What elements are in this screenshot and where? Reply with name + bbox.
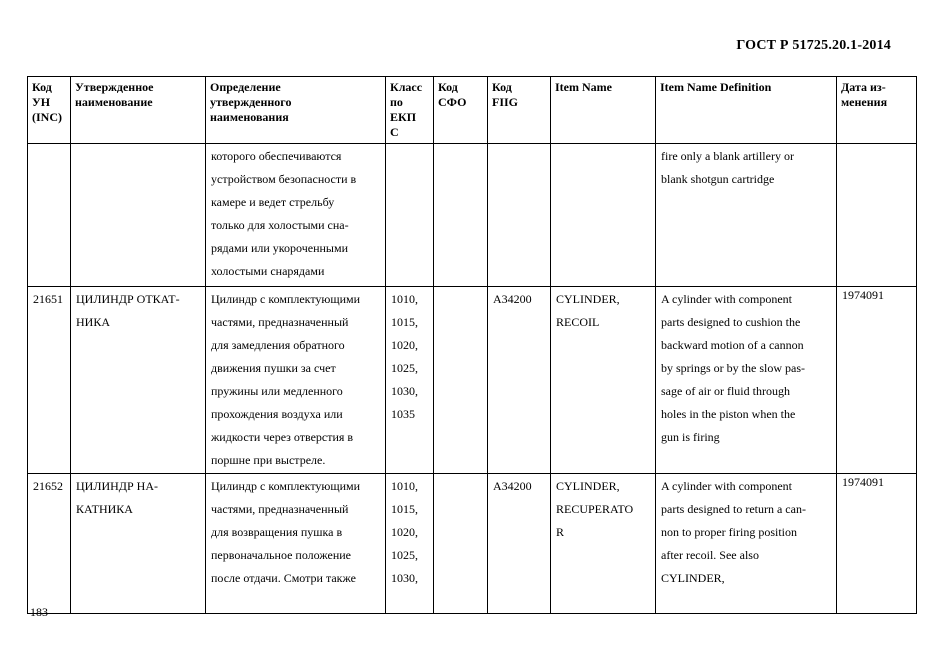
fiig-cell [488,287,551,474]
sfo-cell [434,474,488,614]
cell-line: поршне при выстреле. [211,453,326,467]
header-line: Код [438,80,458,94]
cell-line: 1025, [391,548,418,562]
cell-line: движения пушки за счет [211,361,336,375]
table-header-row [28,77,917,144]
cell-value: A34200 [493,292,532,306]
cell-line: 1010, [391,292,418,306]
approved-name-cell [71,474,206,614]
approved-name-cell [71,287,206,474]
cell-line: жидкости через отверстия в [211,430,354,444]
cell-line: 1035 [391,407,415,421]
cell-line: A cylinder with component [661,292,792,306]
cell-value: 21651 [33,292,63,306]
cell-line: non to proper firing position [661,525,797,539]
change-date-cell [837,474,917,614]
cell-value [842,145,911,160]
cell-line: blank shotgun cartridge [661,172,775,186]
header-line: УН [32,95,51,109]
cell-value [439,288,482,311]
definition-cell [206,287,386,474]
inc-cell [28,474,71,614]
header-sfo [434,77,488,144]
table-row [28,287,917,474]
cell-line: частями, предназначенный [211,502,349,516]
cell-line: первоначальное положение [211,548,352,562]
cell-line: 1020, [391,338,418,352]
header-line: (INC) [32,110,62,124]
header-line: Item Name [555,80,612,94]
header-definition [206,77,386,144]
header-inc [28,77,71,144]
cell-line: 1010, [391,479,418,493]
item-name-definition-cell [656,287,837,474]
header-line: Дата из- [841,80,886,94]
cell-line: sage of air or fluid through [661,384,790,398]
sfo-cell [434,144,488,287]
header-line: Код [32,80,52,94]
item-name-cell [551,144,656,287]
cell-line: parts designed to return a can- [661,502,806,516]
header-line: Утвержденное [75,80,154,94]
table-row [28,474,917,614]
header-line: СФО [438,95,467,109]
header-line: ЕКП [390,110,417,124]
header-line: FIIG [492,95,519,109]
cell-line: parts designed to cushion the [661,315,801,329]
cell-value: 1974091 [842,475,884,489]
header-line: Item Name Definition [660,80,772,94]
cell-value: 21652 [33,479,63,493]
header-approved-name [71,77,206,144]
cell-line: gun is firing [661,430,720,444]
cell-line: by springs or by the slow pas- [661,361,805,375]
header-line: наименования [210,110,289,124]
header-line: менения [841,95,888,109]
cell-line: RECUPERATO [556,502,634,516]
change-date-cell [837,144,917,287]
cell-value [439,145,482,168]
document-header: ГОСТ Р 51725.20.1-2014 [736,38,891,53]
header-fiig [488,77,551,144]
sfo-cell [434,287,488,474]
cell-line: которого обеспечиваются [211,149,342,163]
cell-line: КАТНИКА [76,502,133,516]
cell-line: after recoil. See also [661,548,759,562]
cell-value [439,475,482,498]
header-line: утвержденного [210,95,292,109]
header-line: Класс [390,80,423,94]
header-line: по [390,95,403,109]
cell-line: только для холостыми сна- [211,218,349,232]
cell-line: Цилиндр с комплектующими [211,292,361,306]
cell-line: рядами или укороченными [211,241,348,255]
cell-line: устройством безопасности в [211,172,357,186]
fiig-cell [488,474,551,614]
class-cell [386,287,434,474]
header-line: Определение [210,80,281,94]
cell-line: ЦИЛИНДР ОТКАТ- [76,292,180,306]
cell-line: RECOIL [556,315,600,329]
header-line: С [390,125,399,139]
table-body [28,144,917,614]
cell-line: холостыми снарядами [211,264,325,278]
cell-line: backward motion of a cannon [661,338,804,352]
cell-line: НИКА [76,315,111,329]
cell-line: 1030, [391,571,418,585]
cell-line: fire only a blank artillery or [661,149,794,163]
cell-line: камере и ведет стрельбу [211,195,335,209]
cell-line: для замедления обратного [211,338,345,352]
cell-line: прохождения воздуха или [211,407,343,421]
cell-line: holes in the piston when the [661,407,796,421]
table-row [28,144,917,287]
header-line: наименование [75,95,153,109]
cell-value: A34200 [493,479,532,493]
cell-line: 1025, [391,361,418,375]
cell-line: после отдачи. Смотри также [211,571,356,585]
inc-cell [28,144,71,287]
cell-value [493,145,545,168]
cell-line: CYLINDER, [556,292,620,306]
header-item-name-definition [656,77,837,144]
change-date-cell [837,287,917,474]
cell-line: 1030, [391,384,418,398]
cell-line: для возвращения пушка в [211,525,343,539]
cell-line: пружины или медленного [211,384,343,398]
cell-line: 1015, [391,315,418,329]
item-name-definition-cell [656,144,837,287]
classification-table [27,76,917,614]
cell-value [33,145,65,168]
cell-line: CYLINDER, [661,571,725,585]
cell-line: Цилиндр с комплектующими [211,479,361,493]
definition-cell [206,144,386,287]
cell-line: A cylinder with component [661,479,792,493]
header-line: Код [492,80,512,94]
item-name-cell [551,287,656,474]
header-item-name [551,77,656,144]
page-number: 183 [30,605,48,619]
header-class [386,77,434,144]
cell-line: 1020, [391,525,418,539]
definition-cell [206,474,386,614]
cell-value: 1974091 [842,288,884,302]
fiig-cell [488,144,551,287]
cell-line: частями, предназначенный [211,315,349,329]
header-change-date [837,77,917,144]
class-cell [386,144,434,287]
inc-cell [28,287,71,474]
cell-line: ЦИЛИНДР НА- [76,479,158,493]
approved-name-cell [71,144,206,287]
cell-line: CYLINDER, [556,479,620,493]
cell-line: 1015, [391,502,418,516]
item-name-cell [551,474,656,614]
cell-line: R [556,525,565,539]
item-name-definition-cell [656,474,837,614]
class-cell [386,474,434,614]
